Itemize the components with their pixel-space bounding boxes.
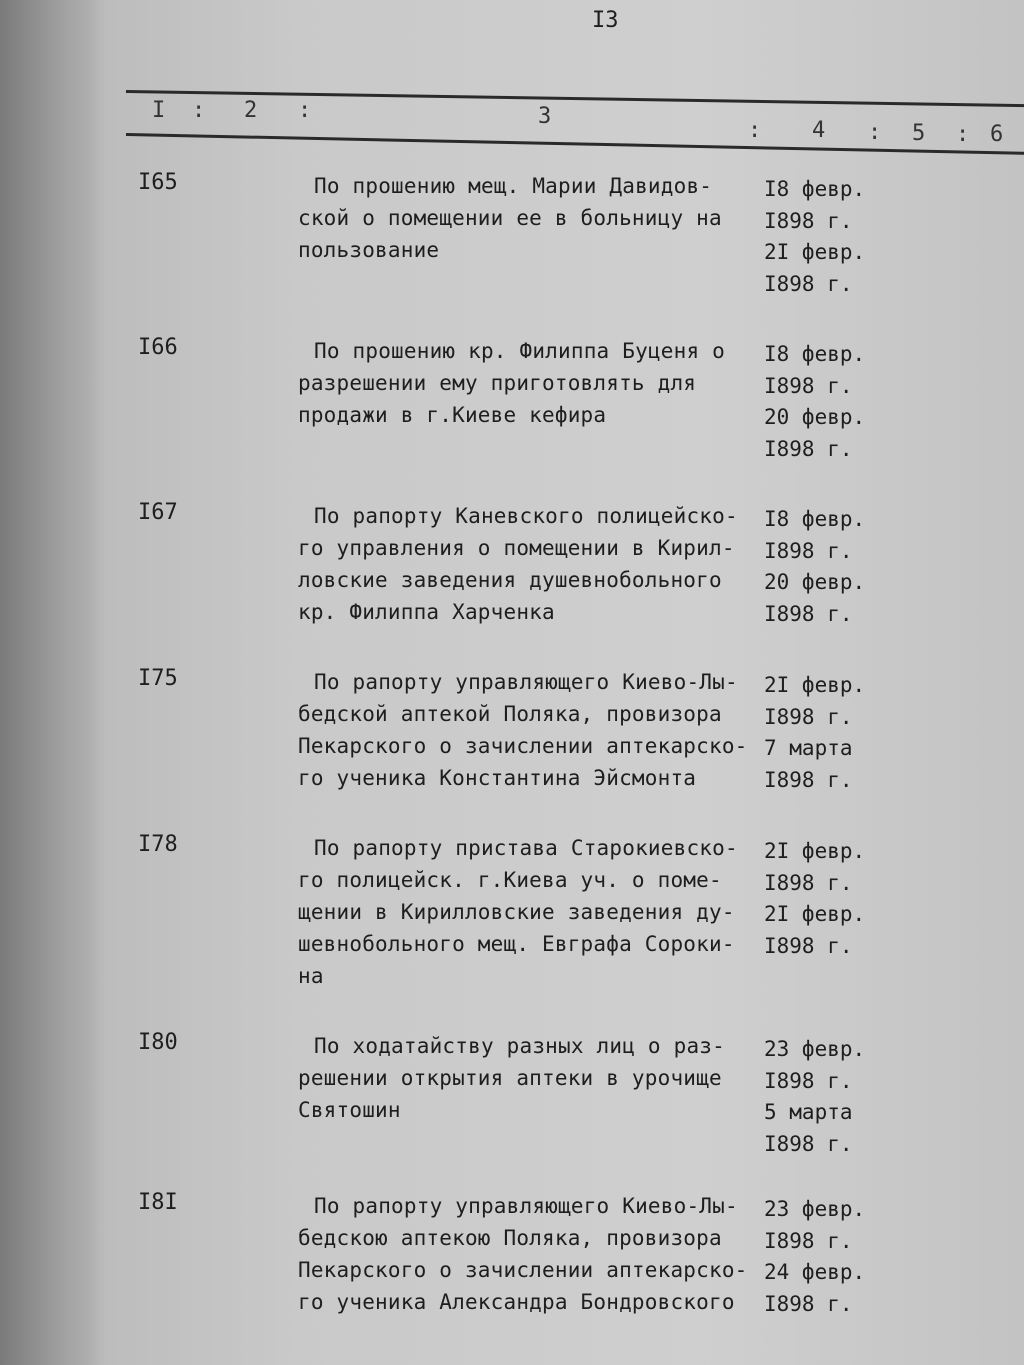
entry-number: I75 <box>138 666 178 691</box>
description-line: бедской аптекой Поляка, провизора <box>298 702 722 726</box>
date-line: I8 февр. <box>764 177 866 201</box>
description-line: го управления о помещении в Кирил- <box>298 536 735 560</box>
date-line: I8 февр. <box>764 342 866 366</box>
description-line: Святошин <box>298 1098 401 1122</box>
description-line: Пекарского о зачислении аптекарско- <box>298 734 748 758</box>
date-line: 2I февр. <box>764 839 866 863</box>
date-line: I898 г. <box>764 271 853 296</box>
date-line: 23 февр. <box>764 1197 866 1221</box>
col-sep: : <box>298 98 312 123</box>
date-line: I898 г. <box>764 870 853 895</box>
date-line: 2I февр. <box>764 240 866 264</box>
col-2-header: 2 <box>244 98 258 123</box>
col-1-header: I <box>152 98 166 123</box>
description-line: По ходатайству разных лиц о раз- <box>314 1034 725 1058</box>
date-line: 23 февр. <box>764 1037 866 1061</box>
description-line: пользование <box>298 238 440 262</box>
date-line: 2I февр. <box>764 902 866 926</box>
description-line: По рапорту Каневского полицейско- <box>314 504 738 528</box>
description-line: По рапорту управляющего Киево-Лы- <box>314 1194 738 1218</box>
date-line: I898 г. <box>764 373 853 398</box>
description-line: По прошению кр. Филиппа Буценя о <box>314 339 725 363</box>
date-line: I898 г. <box>764 1291 853 1316</box>
description-line: го ученика Александра Бондровского <box>298 1290 735 1314</box>
description-line: По рапорту пристава Старокиевско- <box>314 836 738 860</box>
date-line: I898 г. <box>764 601 853 626</box>
header-rule-bottom <box>126 133 1024 155</box>
description-line: По рапорту управляющего Киево-Лы- <box>314 670 738 694</box>
entry-description <box>298 832 738 992</box>
col-sep: : <box>192 98 206 123</box>
entry-description <box>298 170 722 266</box>
entry-dates <box>764 339 865 465</box>
date-line: 20 февр. <box>764 405 866 429</box>
previous-page-edge <box>0 0 100 1365</box>
description-line: шевнобольного мещ. Евграфа Сороки- <box>298 932 735 956</box>
date-line: I898 г. <box>764 1068 853 1093</box>
date-line: I898 г. <box>764 1228 853 1253</box>
col-sep: : <box>956 122 970 147</box>
entry-dates <box>764 836 865 962</box>
entry-number: I80 <box>138 1030 178 1055</box>
entry-number: I8I <box>138 1190 178 1215</box>
description-line: кр. Филиппа Харченка <box>298 600 555 624</box>
entry-description <box>298 666 748 794</box>
col-3-header: 3 <box>538 104 552 129</box>
date-line: I898 г. <box>764 208 853 233</box>
entry-description <box>298 1030 725 1126</box>
col-5-header: 5 <box>912 121 926 146</box>
entry-description <box>298 335 725 431</box>
description-line: решении открытия аптеки в урочище <box>298 1066 722 1090</box>
description-line: Пекарского о зачислении аптекарско- <box>298 1258 748 1282</box>
col-4-header: 4 <box>812 118 826 143</box>
date-line: 2I февр. <box>764 673 866 697</box>
entry-description <box>298 500 738 628</box>
description-line: По прошению мещ. Марии Давидов- <box>314 174 713 198</box>
entry-number: I66 <box>138 335 178 360</box>
col-sep: : <box>868 120 882 145</box>
date-line: 7 марта <box>764 736 853 760</box>
date-line: I898 г. <box>764 436 853 461</box>
description-line: продажи в г.Киеве кефира <box>298 403 607 427</box>
description-line: ской о помещении ее в больницу на <box>298 206 722 230</box>
entry-dates <box>764 670 865 796</box>
description-line: го полицейск. г.Киева уч. о поме- <box>298 868 722 892</box>
description-line: го ученика Константина Эйсмонта <box>298 766 697 790</box>
description-line: разрешении ему приготовлять для <box>298 371 697 395</box>
description-line: на <box>298 964 324 988</box>
date-line: I898 г. <box>764 933 853 958</box>
description-line: щении в Кирилловские заведения ду- <box>298 900 735 924</box>
entry-number: I78 <box>138 832 178 857</box>
entry-dates <box>764 1034 865 1160</box>
date-line: 20 февр. <box>764 570 866 594</box>
col-6-header: 6 <box>990 122 1004 147</box>
date-line: I898 г. <box>764 1131 853 1156</box>
page-number: I3 <box>592 8 619 33</box>
date-line: 24 февр. <box>764 1260 866 1284</box>
entry-dates <box>764 174 865 300</box>
col-sep: : <box>748 118 762 143</box>
entry-description <box>298 1190 748 1318</box>
description-line: ловские заведения душевнобольного <box>298 568 722 592</box>
entry-dates <box>764 1194 865 1320</box>
entry-number: I65 <box>138 170 178 195</box>
entry-dates <box>764 504 865 630</box>
entry-number: I67 <box>138 500 178 525</box>
date-line: 5 марта <box>764 1100 853 1124</box>
date-line: I898 г. <box>764 538 853 563</box>
date-line: I8 февр. <box>764 507 866 531</box>
date-line: I898 г. <box>764 767 853 792</box>
description-line: бедскою аптекою Поляка, провизора <box>298 1226 722 1250</box>
date-line: I898 г. <box>764 704 853 729</box>
header-rule-top <box>126 90 1024 107</box>
